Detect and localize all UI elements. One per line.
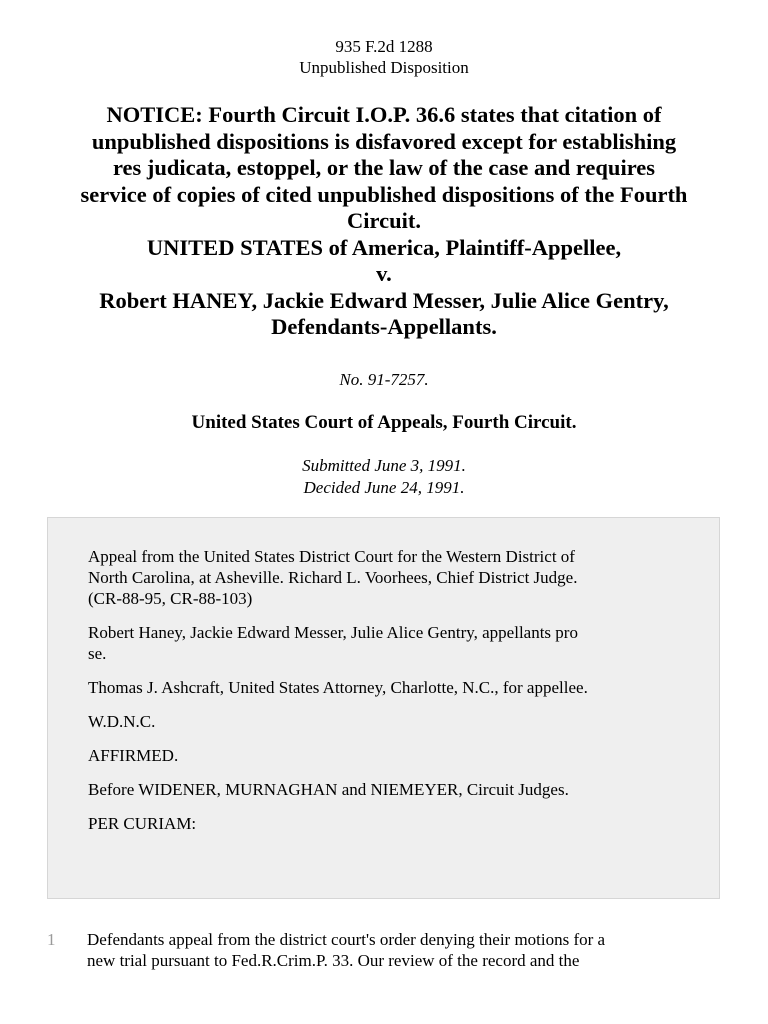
docket-number: No. 91-7257. <box>339 370 429 389</box>
caption-defendants: Robert HANEY, Jackie Edward Messer, Julie Alice Gentry, <box>99 287 669 313</box>
caption-plaintiff: UNITED STATES of America, Plaintiff-Appellee, <box>146 234 622 260</box>
text-line: (CR-88-95, CR-88-103) <box>88 589 253 608</box>
text-line: Defendants appeal from the district court's order denying their motions for a <box>87 930 606 949</box>
decided-date: Decided June 24, 1991. <box>303 478 465 497</box>
paragraph-number: 1 <box>47 930 56 949</box>
notice-line: unpublished dispositions is disfavored except for establishing <box>91 128 677 154</box>
text-line: North Carolina, at Asheville. Richard L. Voorhees, Chief District Judge. <box>88 568 578 587</box>
district-paragraph <box>88 711 688 732</box>
text-line: Thomas J. Ashcraft, United States Attorney, Charlotte, N.C., for appellee. <box>88 678 588 697</box>
citation-header <box>0 36 768 78</box>
text-line: Appeal from the United States District Court for the Western District of <box>88 547 575 566</box>
disposition-label: Unpublished Disposition <box>299 58 469 77</box>
text-line: W.D.N.C. <box>88 712 156 731</box>
case-details-box <box>47 517 720 899</box>
notice-line: res judicata, estoppel, or the law of the case and requires <box>112 155 656 180</box>
reporter-citation: 935 F.2d 1288 <box>335 37 433 56</box>
per-curiam-paragraph <box>88 813 688 834</box>
appeal-paragraph <box>88 546 688 609</box>
caption-defendants-role: Defendants-Appellants. <box>271 314 497 339</box>
notice-line: Circuit. <box>347 208 421 233</box>
notice-and-caption <box>40 102 728 341</box>
text-line: se. <box>88 644 107 663</box>
decision-dates <box>0 455 768 499</box>
appellants-paragraph <box>88 622 688 664</box>
case-details-content <box>88 546 688 847</box>
caption-versus: v. <box>376 261 392 286</box>
panel-paragraph <box>88 779 688 800</box>
disposition-paragraph <box>88 745 688 766</box>
notice-line: service of copies of cited unpublished dispositions of the Fourth <box>80 181 688 207</box>
paragraph-text <box>87 929 707 971</box>
appellee-counsel-paragraph <box>88 677 688 698</box>
text-line: PER CURIAM: <box>88 814 197 833</box>
text-line: AFFIRMED. <box>88 746 179 765</box>
court-name: United States Court of Appeals, Fourth Circuit. <box>191 412 577 433</box>
notice-line: NOTICE: Fourth Circuit I.O.P. 36.6 states that citation of <box>106 102 662 127</box>
text-line: new trial pursuant to Fed.R.Crim.P. 33. Our review of the record and the <box>87 951 580 970</box>
text-line: Robert Haney, Jackie Edward Messer, Julie Alice Gentry, appellants pro <box>88 623 578 642</box>
submitted-date: Submitted June 3, 1991. <box>302 456 466 475</box>
text-line: Before WIDENER, MURNAGHAN and NIEMEYER, Circuit Judges. <box>88 780 569 799</box>
